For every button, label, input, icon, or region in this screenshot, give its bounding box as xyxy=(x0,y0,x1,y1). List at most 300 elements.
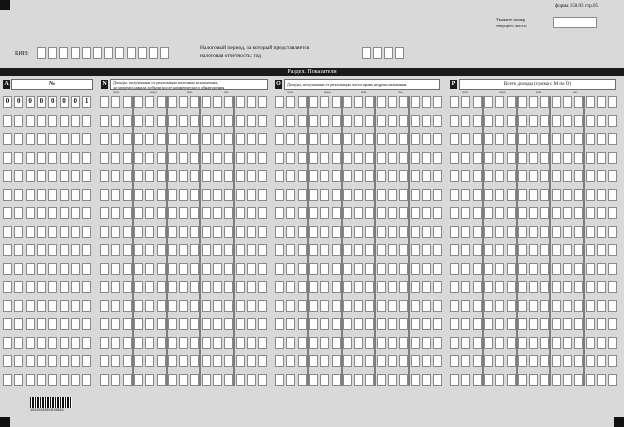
column-p-digit-cell[interactable] xyxy=(563,152,572,164)
row-number-cell[interactable] xyxy=(60,281,69,293)
column-n-digit-cell[interactable] xyxy=(202,300,211,312)
column-o-digit-cell[interactable] xyxy=(320,207,329,219)
row-number-cell[interactable] xyxy=(3,207,12,219)
column-p-digit-cell[interactable] xyxy=(529,337,538,349)
column-n-digit-cell[interactable] xyxy=(100,133,109,145)
row-number-cell[interactable] xyxy=(60,133,69,145)
column-o-digit-cell[interactable] xyxy=(422,244,431,256)
column-o-digit-cell[interactable] xyxy=(332,226,341,238)
column-o-digit-cell[interactable] xyxy=(320,170,329,182)
column-p-digit-cell[interactable] xyxy=(586,115,595,127)
row-number-cell[interactable] xyxy=(48,281,57,293)
column-o-digit-cell[interactable] xyxy=(399,300,408,312)
column-p-digit-cell[interactable] xyxy=(495,337,504,349)
column-o-digit-cell[interactable] xyxy=(377,355,386,367)
column-o-digit-cell[interactable] xyxy=(298,96,307,108)
column-p-digit-cell[interactable] xyxy=(574,374,583,386)
column-p-digit-cell[interactable] xyxy=(450,337,459,349)
column-p-digit-cell[interactable] xyxy=(461,207,470,219)
column-p-digit-cell[interactable] xyxy=(495,263,504,275)
row-number-cell[interactable] xyxy=(48,244,57,256)
column-p-digit-cell[interactable] xyxy=(529,355,538,367)
column-n-digit-cell[interactable] xyxy=(236,263,245,275)
column-n-digit-cell[interactable] xyxy=(247,189,256,201)
column-o-digit-cell[interactable] xyxy=(343,170,352,182)
column-n-digit-cell[interactable] xyxy=(145,170,154,182)
column-o-digit-cell[interactable] xyxy=(388,337,397,349)
column-o-digit-cell[interactable] xyxy=(298,355,307,367)
row-number-cell[interactable] xyxy=(3,170,12,182)
column-o-digit-cell[interactable] xyxy=(275,189,284,201)
column-p-digit-cell[interactable] xyxy=(473,300,482,312)
column-o-digit-cell[interactable] xyxy=(275,96,284,108)
column-n-digit-cell[interactable] xyxy=(134,226,143,238)
row-number-cell[interactable] xyxy=(37,152,46,164)
column-o-digit-cell[interactable] xyxy=(343,244,352,256)
column-p-digit-cell[interactable] xyxy=(450,374,459,386)
column-n-digit-cell[interactable] xyxy=(111,337,120,349)
column-n-digit-cell[interactable] xyxy=(190,133,199,145)
column-n-digit-cell[interactable] xyxy=(213,96,222,108)
column-o-digit-cell[interactable] xyxy=(343,281,352,293)
column-p-digit-cell[interactable] xyxy=(563,170,572,182)
row-number-cell[interactable] xyxy=(37,189,46,201)
column-o-digit-cell[interactable] xyxy=(286,318,295,330)
row-number-cell[interactable] xyxy=(60,152,69,164)
column-o-digit-cell[interactable] xyxy=(343,337,352,349)
row-number-cell[interactable] xyxy=(48,207,57,219)
column-n-digit-cell[interactable] xyxy=(145,300,154,312)
bin-digit-cell[interactable] xyxy=(138,47,147,59)
column-p-digit-cell[interactable] xyxy=(574,263,583,275)
column-n-digit-cell[interactable] xyxy=(190,152,199,164)
row-number-cell[interactable] xyxy=(3,263,12,275)
column-p-digit-cell[interactable] xyxy=(461,115,470,127)
column-o-digit-cell[interactable] xyxy=(411,207,420,219)
column-n-digit-cell[interactable] xyxy=(111,374,120,386)
row-number-cell[interactable] xyxy=(60,115,69,127)
column-n-digit-cell[interactable] xyxy=(123,281,132,293)
column-p-digit-cell[interactable] xyxy=(507,263,516,275)
column-p-digit-cell[interactable] xyxy=(461,170,470,182)
column-p-digit-cell[interactable] xyxy=(574,152,583,164)
column-o-digit-cell[interactable] xyxy=(309,152,318,164)
column-p-digit-cell[interactable] xyxy=(540,189,549,201)
column-o-digit-cell[interactable] xyxy=(422,152,431,164)
column-n-digit-cell[interactable] xyxy=(168,263,177,275)
column-n-digit-cell[interactable] xyxy=(134,355,143,367)
column-p-digit-cell[interactable] xyxy=(529,170,538,182)
row-number-cell[interactable] xyxy=(14,244,23,256)
column-o-digit-cell[interactable] xyxy=(309,115,318,127)
column-o-digit-cell[interactable] xyxy=(309,318,318,330)
row-number-cell[interactable] xyxy=(71,152,80,164)
column-o-digit-cell[interactable] xyxy=(343,318,352,330)
column-p-digit-cell[interactable] xyxy=(597,152,606,164)
column-o-digit-cell[interactable] xyxy=(298,300,307,312)
column-p-digit-cell[interactable] xyxy=(507,374,516,386)
column-p-digit-cell[interactable] xyxy=(608,226,617,238)
column-o-digit-cell[interactable] xyxy=(433,244,442,256)
column-p-digit-cell[interactable] xyxy=(450,244,459,256)
column-n-digit-cell[interactable] xyxy=(247,96,256,108)
column-p-digit-cell[interactable] xyxy=(563,244,572,256)
column-n-digit-cell[interactable] xyxy=(258,318,267,330)
column-o-digit-cell[interactable] xyxy=(309,226,318,238)
column-n-digit-cell[interactable] xyxy=(157,300,166,312)
row-number-cell[interactable] xyxy=(60,263,69,275)
column-o-digit-cell[interactable] xyxy=(365,96,374,108)
column-o-digit-cell[interactable] xyxy=(343,133,352,145)
column-p-digit-cell[interactable] xyxy=(529,263,538,275)
column-n-digit-cell[interactable] xyxy=(168,337,177,349)
bin-digit-cell[interactable] xyxy=(104,47,113,59)
column-p-digit-cell[interactable] xyxy=(608,96,617,108)
column-o-digit-cell[interactable] xyxy=(275,300,284,312)
column-o-digit-cell[interactable] xyxy=(343,226,352,238)
row-number-cell[interactable] xyxy=(60,355,69,367)
column-n-digit-cell[interactable] xyxy=(202,207,211,219)
column-p-digit-cell[interactable] xyxy=(586,207,595,219)
column-p-digit-cell[interactable] xyxy=(461,244,470,256)
column-o-digit-cell[interactable] xyxy=(298,170,307,182)
column-o-digit-cell[interactable] xyxy=(411,152,420,164)
row-number-cell[interactable] xyxy=(71,263,80,275)
tax-year-digit-cell[interactable] xyxy=(395,47,404,59)
column-p-digit-cell[interactable] xyxy=(473,133,482,145)
column-n-digit-cell[interactable] xyxy=(168,96,177,108)
column-p-digit-cell[interactable] xyxy=(450,281,459,293)
column-o-digit-cell[interactable] xyxy=(332,152,341,164)
column-o-digit-cell[interactable] xyxy=(320,152,329,164)
column-p-digit-cell[interactable] xyxy=(597,318,606,330)
column-p-digit-cell[interactable] xyxy=(484,115,493,127)
column-n-digit-cell[interactable] xyxy=(134,152,143,164)
column-n-digit-cell[interactable] xyxy=(179,355,188,367)
row-number-cell[interactable] xyxy=(82,337,91,349)
column-p-digit-cell[interactable] xyxy=(484,374,493,386)
column-p-digit-cell[interactable] xyxy=(529,318,538,330)
column-p-digit-cell[interactable] xyxy=(540,115,549,127)
column-o-digit-cell[interactable] xyxy=(298,374,307,386)
column-n-digit-cell[interactable] xyxy=(100,244,109,256)
column-n-digit-cell[interactable] xyxy=(134,244,143,256)
column-o-digit-cell[interactable] xyxy=(343,355,352,367)
column-p-digit-cell[interactable] xyxy=(608,281,617,293)
row-number-cell[interactable] xyxy=(82,281,91,293)
column-n-digit-cell[interactable] xyxy=(123,133,132,145)
column-n-digit-cell[interactable] xyxy=(157,263,166,275)
column-o-digit-cell[interactable] xyxy=(354,263,363,275)
row-number-cell[interactable] xyxy=(14,207,23,219)
column-o-digit-cell[interactable] xyxy=(354,281,363,293)
column-o-digit-cell[interactable] xyxy=(286,263,295,275)
column-p-digit-cell[interactable] xyxy=(529,133,538,145)
row-number-cell[interactable] xyxy=(26,318,35,330)
column-n-digit-cell[interactable] xyxy=(258,152,267,164)
row-number-cell[interactable] xyxy=(3,281,12,293)
row-number-cell[interactable] xyxy=(14,337,23,349)
column-o-digit-cell[interactable] xyxy=(343,263,352,275)
column-p-digit-cell[interactable] xyxy=(586,281,595,293)
column-p-digit-cell[interactable] xyxy=(507,281,516,293)
row-number-cell[interactable] xyxy=(48,263,57,275)
column-n-digit-cell[interactable] xyxy=(258,281,267,293)
column-n-digit-cell[interactable] xyxy=(190,355,199,367)
column-o-digit-cell[interactable] xyxy=(377,115,386,127)
row-number-cell[interactable] xyxy=(26,337,35,349)
column-n-digit-cell[interactable] xyxy=(190,263,199,275)
column-n-digit-cell[interactable] xyxy=(134,337,143,349)
column-n-digit-cell[interactable] xyxy=(247,337,256,349)
column-p-digit-cell[interactable] xyxy=(473,281,482,293)
column-n-digit-cell[interactable] xyxy=(134,281,143,293)
column-o-digit-cell[interactable] xyxy=(320,337,329,349)
column-n-digit-cell[interactable] xyxy=(179,337,188,349)
column-p-digit-cell[interactable] xyxy=(563,374,572,386)
row-number-cell[interactable] xyxy=(3,244,12,256)
column-n-digit-cell[interactable] xyxy=(190,170,199,182)
column-p-digit-cell[interactable] xyxy=(608,374,617,386)
row-number-cell[interactable] xyxy=(71,226,80,238)
column-p-digit-cell[interactable] xyxy=(608,115,617,127)
column-p-digit-cell[interactable] xyxy=(518,170,527,182)
column-n-digit-cell[interactable] xyxy=(213,318,222,330)
column-p-digit-cell[interactable] xyxy=(540,337,549,349)
column-n-digit-cell[interactable] xyxy=(123,355,132,367)
column-n-digit-cell[interactable] xyxy=(258,263,267,275)
column-p-digit-cell[interactable] xyxy=(473,374,482,386)
row-number-cell[interactable] xyxy=(82,170,91,182)
column-n-digit-cell[interactable] xyxy=(190,226,199,238)
column-p-digit-cell[interactable] xyxy=(597,263,606,275)
row-number-cell[interactable] xyxy=(14,300,23,312)
column-n-digit-cell[interactable] xyxy=(157,115,166,127)
column-n-digit-cell[interactable] xyxy=(224,244,233,256)
bin-digit-cell[interactable] xyxy=(93,47,102,59)
column-p-digit-cell[interactable] xyxy=(461,374,470,386)
column-n-digit-cell[interactable] xyxy=(179,263,188,275)
column-p-digit-cell[interactable] xyxy=(518,207,527,219)
tax-year-digit-cell[interactable] xyxy=(373,47,382,59)
column-n-digit-cell[interactable] xyxy=(145,115,154,127)
column-o-digit-cell[interactable] xyxy=(399,355,408,367)
column-p-digit-cell[interactable] xyxy=(597,355,606,367)
column-o-digit-cell[interactable] xyxy=(411,189,420,201)
row-number-cell[interactable] xyxy=(71,115,80,127)
column-n-digit-cell[interactable] xyxy=(224,207,233,219)
column-o-digit-cell[interactable] xyxy=(354,207,363,219)
column-p-digit-cell[interactable] xyxy=(507,115,516,127)
column-n-digit-cell[interactable] xyxy=(247,244,256,256)
column-o-digit-cell[interactable] xyxy=(332,337,341,349)
column-p-digit-cell[interactable] xyxy=(552,281,561,293)
column-p-digit-cell[interactable] xyxy=(473,226,482,238)
row-number-cell[interactable] xyxy=(82,115,91,127)
column-n-digit-cell[interactable] xyxy=(168,115,177,127)
column-p-digit-cell[interactable] xyxy=(574,96,583,108)
column-p-digit-cell[interactable] xyxy=(586,189,595,201)
column-o-digit-cell[interactable] xyxy=(275,337,284,349)
column-n-digit-cell[interactable] xyxy=(202,374,211,386)
column-n-digit-cell[interactable] xyxy=(236,207,245,219)
column-p-digit-cell[interactable] xyxy=(529,300,538,312)
column-p-digit-cell[interactable] xyxy=(552,263,561,275)
column-o-digit-cell[interactable] xyxy=(286,152,295,164)
column-o-digit-cell[interactable] xyxy=(309,170,318,182)
column-n-digit-cell[interactable] xyxy=(123,226,132,238)
column-o-digit-cell[interactable] xyxy=(354,300,363,312)
column-p-digit-cell[interactable] xyxy=(461,226,470,238)
column-n-digit-cell[interactable] xyxy=(224,355,233,367)
column-n-digit-cell[interactable] xyxy=(179,170,188,182)
column-o-digit-cell[interactable] xyxy=(343,96,352,108)
column-p-digit-cell[interactable] xyxy=(507,133,516,145)
column-p-digit-cell[interactable] xyxy=(495,96,504,108)
column-n-digit-cell[interactable] xyxy=(145,281,154,293)
column-p-digit-cell[interactable] xyxy=(507,152,516,164)
column-n-digit-cell[interactable] xyxy=(123,96,132,108)
row-number-cell[interactable] xyxy=(82,244,91,256)
column-n-digit-cell[interactable] xyxy=(202,318,211,330)
column-p-digit-cell[interactable] xyxy=(518,244,527,256)
column-n-digit-cell[interactable] xyxy=(134,374,143,386)
row-number-cell[interactable]: 0 xyxy=(26,96,35,108)
column-p-digit-cell[interactable] xyxy=(608,133,617,145)
column-n-digit-cell[interactable] xyxy=(236,170,245,182)
column-o-digit-cell[interactable] xyxy=(365,355,374,367)
column-o-digit-cell[interactable] xyxy=(286,189,295,201)
column-p-digit-cell[interactable] xyxy=(597,96,606,108)
column-p-digit-cell[interactable] xyxy=(563,318,572,330)
column-n-digit-cell[interactable] xyxy=(111,96,120,108)
column-o-digit-cell[interactable] xyxy=(298,244,307,256)
column-o-digit-cell[interactable] xyxy=(275,244,284,256)
column-p-digit-cell[interactable] xyxy=(461,281,470,293)
column-p-digit-cell[interactable] xyxy=(450,152,459,164)
column-o-digit-cell[interactable] xyxy=(309,96,318,108)
column-n-digit-cell[interactable] xyxy=(123,152,132,164)
row-number-cell[interactable] xyxy=(82,207,91,219)
column-o-digit-cell[interactable] xyxy=(332,318,341,330)
column-n-digit-cell[interactable] xyxy=(100,170,109,182)
column-n-digit-cell[interactable] xyxy=(247,152,256,164)
column-o-digit-cell[interactable] xyxy=(365,170,374,182)
column-n-digit-cell[interactable] xyxy=(258,170,267,182)
column-p-digit-cell[interactable] xyxy=(450,115,459,127)
column-o-digit-cell[interactable] xyxy=(399,281,408,293)
column-n-digit-cell[interactable] xyxy=(247,263,256,275)
column-n-digit-cell[interactable] xyxy=(258,337,267,349)
column-p-digit-cell[interactable] xyxy=(461,189,470,201)
column-p-digit-cell[interactable] xyxy=(450,263,459,275)
column-p-digit-cell[interactable] xyxy=(484,226,493,238)
column-p-digit-cell[interactable] xyxy=(450,170,459,182)
column-n-digit-cell[interactable] xyxy=(236,300,245,312)
column-o-digit-cell[interactable] xyxy=(422,300,431,312)
column-p-digit-cell[interactable] xyxy=(574,115,583,127)
column-o-digit-cell[interactable] xyxy=(422,207,431,219)
column-o-digit-cell[interactable] xyxy=(422,115,431,127)
row-number-cell[interactable] xyxy=(26,170,35,182)
column-o-digit-cell[interactable] xyxy=(354,115,363,127)
column-p-digit-cell[interactable] xyxy=(552,226,561,238)
column-n-digit-cell[interactable] xyxy=(224,170,233,182)
column-o-digit-cell[interactable] xyxy=(286,374,295,386)
column-n-digit-cell[interactable] xyxy=(247,374,256,386)
column-o-digit-cell[interactable] xyxy=(377,152,386,164)
column-n-digit-cell[interactable] xyxy=(258,133,267,145)
column-o-digit-cell[interactable] xyxy=(365,337,374,349)
column-o-digit-cell[interactable] xyxy=(422,226,431,238)
column-o-digit-cell[interactable] xyxy=(275,263,284,275)
column-n-digit-cell[interactable] xyxy=(157,133,166,145)
column-n-digit-cell[interactable] xyxy=(202,263,211,275)
column-p-digit-cell[interactable] xyxy=(495,244,504,256)
column-p-digit-cell[interactable] xyxy=(473,115,482,127)
column-o-digit-cell[interactable] xyxy=(433,337,442,349)
row-number-cell[interactable] xyxy=(14,263,23,275)
row-number-cell[interactable] xyxy=(3,318,12,330)
column-p-digit-cell[interactable] xyxy=(484,152,493,164)
column-p-digit-cell[interactable] xyxy=(461,337,470,349)
column-p-digit-cell[interactable] xyxy=(507,355,516,367)
column-n-digit-cell[interactable] xyxy=(224,337,233,349)
column-p-digit-cell[interactable] xyxy=(552,152,561,164)
column-n-digit-cell[interactable] xyxy=(213,244,222,256)
row-number-cell[interactable] xyxy=(48,300,57,312)
column-o-digit-cell[interactable] xyxy=(422,318,431,330)
column-o-digit-cell[interactable] xyxy=(309,133,318,145)
column-p-digit-cell[interactable] xyxy=(473,189,482,201)
row-number-cell[interactable] xyxy=(71,170,80,182)
row-number-cell[interactable] xyxy=(71,189,80,201)
row-number-cell[interactable] xyxy=(26,115,35,127)
column-o-digit-cell[interactable] xyxy=(388,207,397,219)
column-o-digit-cell[interactable] xyxy=(275,152,284,164)
column-n-digit-cell[interactable] xyxy=(111,133,120,145)
column-o-digit-cell[interactable] xyxy=(399,152,408,164)
column-o-digit-cell[interactable] xyxy=(365,226,374,238)
column-p-digit-cell[interactable] xyxy=(507,300,516,312)
column-o-digit-cell[interactable] xyxy=(365,115,374,127)
row-number-cell[interactable] xyxy=(26,374,35,386)
column-p-digit-cell[interactable] xyxy=(563,115,572,127)
column-o-digit-cell[interactable] xyxy=(365,133,374,145)
column-n-digit-cell[interactable] xyxy=(247,281,256,293)
column-p-digit-cell[interactable] xyxy=(484,244,493,256)
column-p-digit-cell[interactable] xyxy=(563,263,572,275)
column-n-digit-cell[interactable] xyxy=(236,115,245,127)
column-o-digit-cell[interactable] xyxy=(433,207,442,219)
column-p-digit-cell[interactable] xyxy=(518,133,527,145)
column-o-digit-cell[interactable] xyxy=(399,170,408,182)
column-o-digit-cell[interactable] xyxy=(309,300,318,312)
column-o-digit-cell[interactable] xyxy=(332,133,341,145)
column-n-digit-cell[interactable] xyxy=(123,115,132,127)
column-p-digit-cell[interactable] xyxy=(518,374,527,386)
row-number-cell[interactable] xyxy=(71,337,80,349)
row-number-cell[interactable] xyxy=(37,300,46,312)
column-p-digit-cell[interactable] xyxy=(507,189,516,201)
column-n-digit-cell[interactable] xyxy=(100,337,109,349)
column-n-digit-cell[interactable] xyxy=(123,374,132,386)
column-o-digit-cell[interactable] xyxy=(320,263,329,275)
row-number-cell[interactable] xyxy=(14,189,23,201)
column-o-digit-cell[interactable] xyxy=(433,170,442,182)
column-o-digit-cell[interactable] xyxy=(433,133,442,145)
row-number-cell[interactable]: 1 xyxy=(82,96,91,108)
